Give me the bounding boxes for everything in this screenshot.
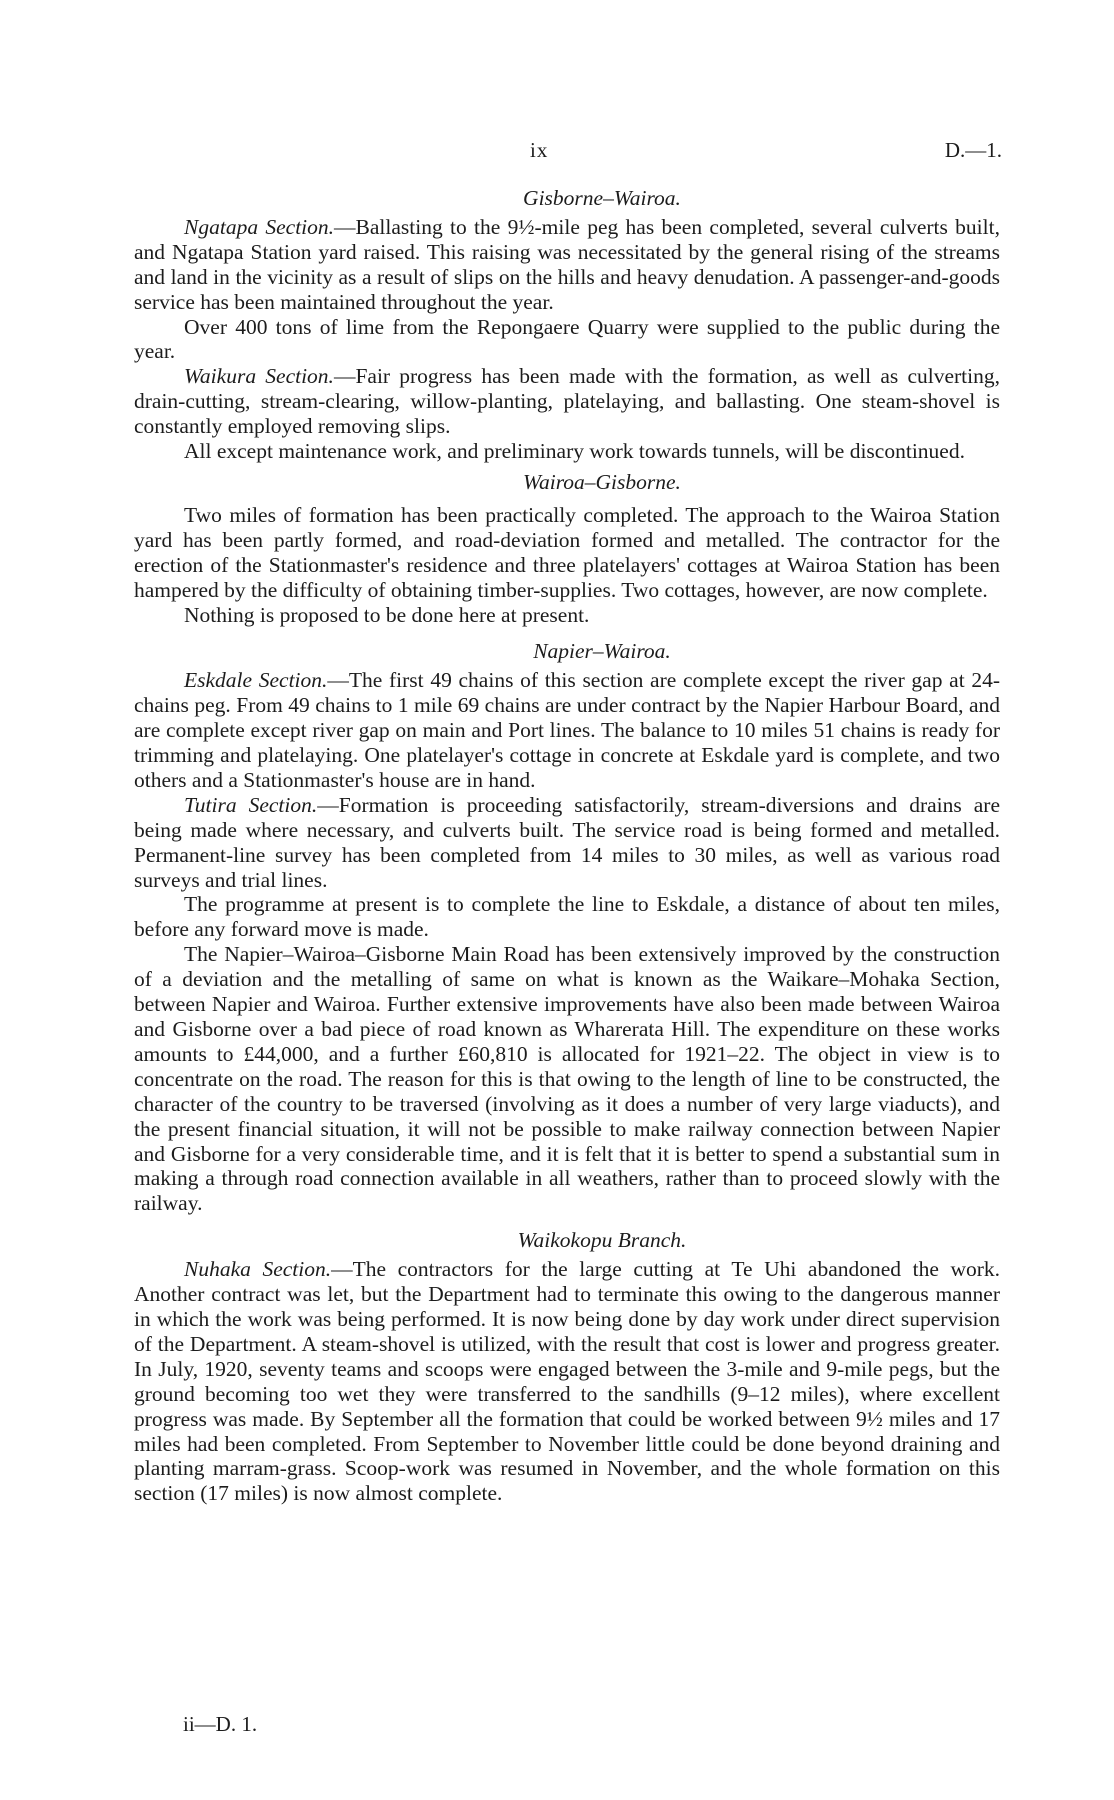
paragraph-text: Over 400 tons of lime from the Repongaere Quarry were supplied to the public during the year. xyxy=(134,314,1000,364)
section-label: Nuhaka Section. xyxy=(184,1257,332,1282)
paragraph-programme xyxy=(134,892,1000,942)
paragraph-text: The programme at present is to complete the line to Eskdale, a distance of about ten miles, before any forward move is made. xyxy=(134,892,1000,942)
section-label: Eskdale Section. xyxy=(184,668,328,693)
paragraph-maintenance xyxy=(134,439,1000,464)
paragraph-text: All except maintenance work, and preliminary work towards tunnels, will be discontinued. xyxy=(184,439,965,464)
paragraph-text: —Fair progress has been made with the formation, as well as culverting, drain-cutting, stream-clearing, willow-planting, platelaying, and ballasting. One steam-shovel is constantly employed removing slips. xyxy=(134,364,1000,439)
paragraph-text: Two miles of formation has been practically completed. The approach to the Wairoa Station yard has been partly formed, and road-deviation formed and metalled. The contractor for the erection of the Stationmaster's residence and three platelayers' cottages at Wairoa Station has been hampered by the difficulty of obtaining timber-supplies. Two cottages, however, are now complete. xyxy=(134,502,1000,602)
section-label: Ngatapa Section. xyxy=(184,214,335,239)
paragraph-waikura xyxy=(134,364,1000,439)
paragraph-text: —Formation is proceeding satisfactorily, stream-diversions and drains are being made where necessary, and culverts built. The service road is being formed and metalled. Permanent-line survey has been completed from 14 miles to 30 miles, as well as various road surveys and trial lines. xyxy=(134,792,1001,892)
section-heading-waikokopu-branch: Waikokopu Branch. xyxy=(517,1228,687,1253)
paragraph-text: Nothing is proposed to be done here at present. xyxy=(184,602,590,627)
paragraph-text: —The first 49 chains of this section are complete except the river gap at 24-chains peg. From 49 chains to 1 mile 69 chains are under contract by the Napier Harbour Board, and are complete except river gap on main and Port lines. The balance to 10 miles 51 chains is ready for trimming and platelaying. One platelayer's cottage in concrete at Eskdale yard is complete, and two others and a Stationmaster's house are in hand. xyxy=(134,668,1001,792)
page-number: ix xyxy=(530,138,549,162)
paragraph-ngatapa xyxy=(134,215,1000,315)
page-header xyxy=(0,138,1114,172)
paragraph-lime xyxy=(134,315,1000,365)
paragraph-nuhaka xyxy=(134,1257,1000,1506)
section-heading-gisborne-wairoa: Gisborne–Wairoa. xyxy=(523,186,681,210)
paragraph-tutira xyxy=(134,793,1000,893)
paragraph-formation xyxy=(134,503,1000,603)
paragraph-text: —The contractors for the large cutting at Te Uhi abandoned the work. Another contract was let, but the Department had to terminate this owing to the dangerous manner in which the work was being performed. It is now being done by day work under direct supervision of the Department. A steam-shovel is utilized, with the result that cost is lower and progress greater. In July, 1920, seventy teams and scoops were engaged between the 3-mile and 9-mile pegs, but the ground becoming too wet they were transferred to the sandhills (9–12 miles), where excellent progress was made. By September all the formation that could be worked between 9½ miles and 17 miles had been completed. From September to November little could be done beyond draining and planting marram-grass. Scoop-work was resumed in November, and the whole formation on this section (17 miles) is now almost complete. xyxy=(134,1257,1001,1506)
paragraph-text: —Ballasting to the 9½-mile peg has been completed, several culverts built, and Ngatapa Station yard raised. This raising was necessitated by the general rising of the streams and land in the vicinity as a result of slips on the hills and heavy denudation. A passenger-and-goods service has been maintained throughout the year. xyxy=(134,214,1000,314)
section-heading-napier-wairoa: Napier–Wairoa. xyxy=(533,639,671,664)
section-heading-wairoa-gisborne: Wairoa–Gisborne. xyxy=(523,469,681,494)
paragraph-nothing-proposed xyxy=(134,603,1000,628)
paragraph-text: The Napier–Wairoa–Gisborne Main Road has been extensively improved by the construction of a deviation and the metalling of same on what is known as the Waikare–Mohaka Section, between Napier and Wairoa. Further extensive improvements have also been made between Wairoa and Gisborne over a bad piece of road known as Wharerata Hill. The expenditure on these works amounts to £44,000, and a further £60,810 is allocated for 1921–22. The object in view is to concentrate on the road. The reason for this is that owing to the length of line to be constructed, the character of the country to be traversed (involving as it does a number of very large viaducts), and the present financial situation, it will not be possible to make railway connection between Napier and Gisborne for a very considerable time, and it is felt that it is better to spend a substantial sum in making a through road connection available in all weathers, rather than to proceed slowly with the railway. xyxy=(134,942,1000,1216)
section-label: Waikura Section. xyxy=(184,364,334,389)
section-label: Tutira Section. xyxy=(184,792,318,817)
document-body xyxy=(134,186,1000,1506)
paragraph-eskdale xyxy=(134,668,1000,793)
paragraph-main-road xyxy=(134,942,1000,1216)
page-footer-signature: ii—D. 1. xyxy=(183,1712,258,1736)
document-reference: D.—1. xyxy=(944,138,1002,162)
